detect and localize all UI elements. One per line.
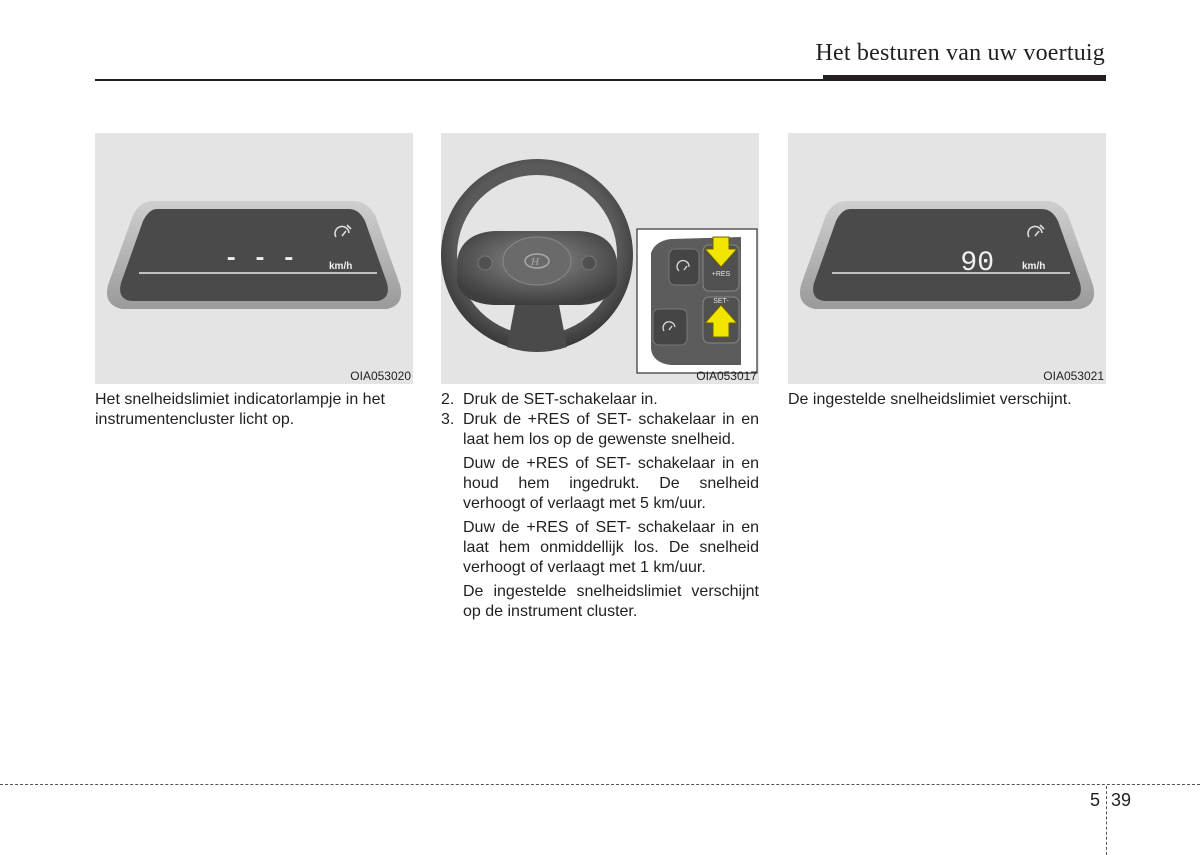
cluster-speed-readout: - - -	[223, 246, 296, 273]
caption-indicator: Het snelheidslimiet indicatorlampje in het instrumentencluster licht op.	[95, 391, 385, 428]
column-3-text	[788, 390, 1108, 410]
cluster-unit-label: km/h	[329, 261, 353, 272]
cluster-unit-label: km/h	[1022, 261, 1046, 272]
page-number-separator	[1106, 786, 1107, 855]
caption-set-speed: De ingestelde snelheidslimiet verschijnt.	[788, 391, 1072, 408]
header-rule-accent	[823, 75, 1106, 81]
column-2-text	[441, 390, 759, 622]
step-3-detail-display: De ingestelde snelheidslimiet verschijnt op de instrument cluster.	[463, 583, 759, 620]
figure-steering-wheel	[441, 133, 759, 384]
figure-cluster-no-speed	[95, 133, 413, 384]
steering-wheel-illustration	[441, 133, 759, 384]
step-3-detail-tap: Duw de +RES of SET- schakelaar in en laat hem onmiddellijk los. De snelheid verhoogt of verlaagt met 1 km/uur.	[463, 519, 759, 576]
figure-code: OIA053020	[350, 369, 411, 383]
chapter-number: 5	[1090, 790, 1101, 810]
set-switch-label: SET-	[713, 298, 729, 305]
step-text: Druk de +RES of SET- schakelaar in en laat hem los op de gewenste snelheid.	[463, 411, 759, 448]
footer-rule	[0, 784, 1200, 785]
cluster-speed-readout: 90	[960, 248, 994, 279]
res-switch-label: +RES	[711, 271, 731, 278]
figure-code: OIA053021	[1043, 369, 1104, 383]
figure-cluster-set-speed	[788, 133, 1106, 384]
step-text: Druk de SET-schakelaar in.	[463, 391, 658, 408]
header-rule	[95, 79, 825, 81]
step-number: 3.	[441, 411, 455, 428]
steering-wheel-icon	[441, 159, 633, 352]
step-number: 2.	[441, 391, 455, 408]
step-3-detail-hold: Duw de +RES of SET- schakelaar in en houd hem ingedrukt. De snelheid verhoogt of verlaagt met 5 km/uur.	[463, 455, 759, 512]
column-1-text	[95, 390, 415, 430]
page-header-title: Het besturen van uw voertuig	[815, 40, 1105, 66]
step-2	[441, 390, 759, 410]
cluster-display-illustration	[95, 133, 413, 384]
cluster-display-illustration	[788, 133, 1106, 384]
cruise-switch-closeup	[637, 229, 757, 373]
step-3	[441, 410, 759, 450]
figure-code: OIA053017	[696, 369, 757, 383]
svg-text:H: H	[531, 256, 539, 268]
page-number: 39	[1111, 790, 1132, 810]
